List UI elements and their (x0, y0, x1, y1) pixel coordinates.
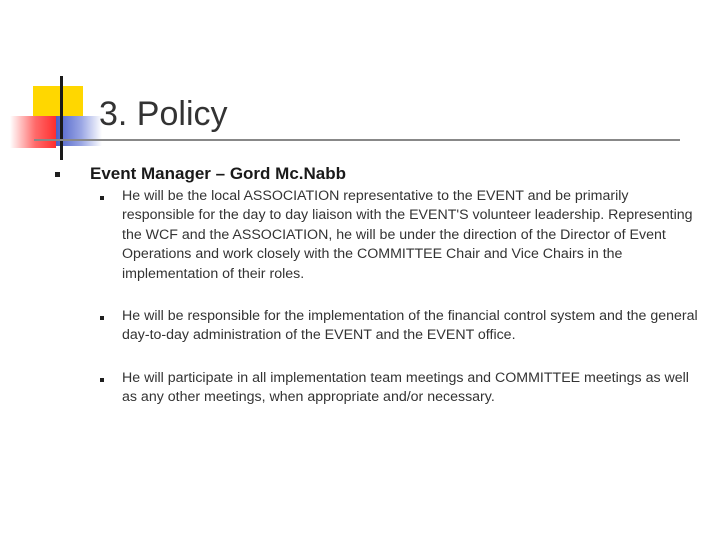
sub-bullet-text: He will participate in all implementation team meetings and COMMITTEE meetings as well as any other meetings, when appropriate and/or necessary. (122, 370, 689, 406)
main-bullet-heading: Event Manager – Gord Mc.Nabb (90, 164, 346, 183)
sub-bullet-text: He will be responsible for the implementation of the financial control system and the general day-to-day administration of the EVENT and the EVENT office. (122, 308, 698, 344)
title-decoration-red-bar (10, 116, 56, 148)
slide-title: 3. Policy (99, 95, 228, 133)
square-bullet-icon (100, 196, 104, 200)
sub-bullet-text: He will be the local ASSOCIATION representative to the EVENT and be primarily responsible for the day to day liaison with the EVENT'S volunteer leadership. Representing the WCF and the ASSOCIATION, he will be under the direction of the Director of Event Operations and work closely with the COMMITTEE Chair and Vice Chairs in the implementation of their roles. (122, 188, 693, 282)
square-bullet-icon (55, 172, 60, 177)
title-underline (34, 139, 680, 141)
title-decoration-vertical-line (60, 76, 63, 160)
square-bullet-icon (100, 378, 104, 382)
square-bullet-icon (100, 316, 104, 320)
